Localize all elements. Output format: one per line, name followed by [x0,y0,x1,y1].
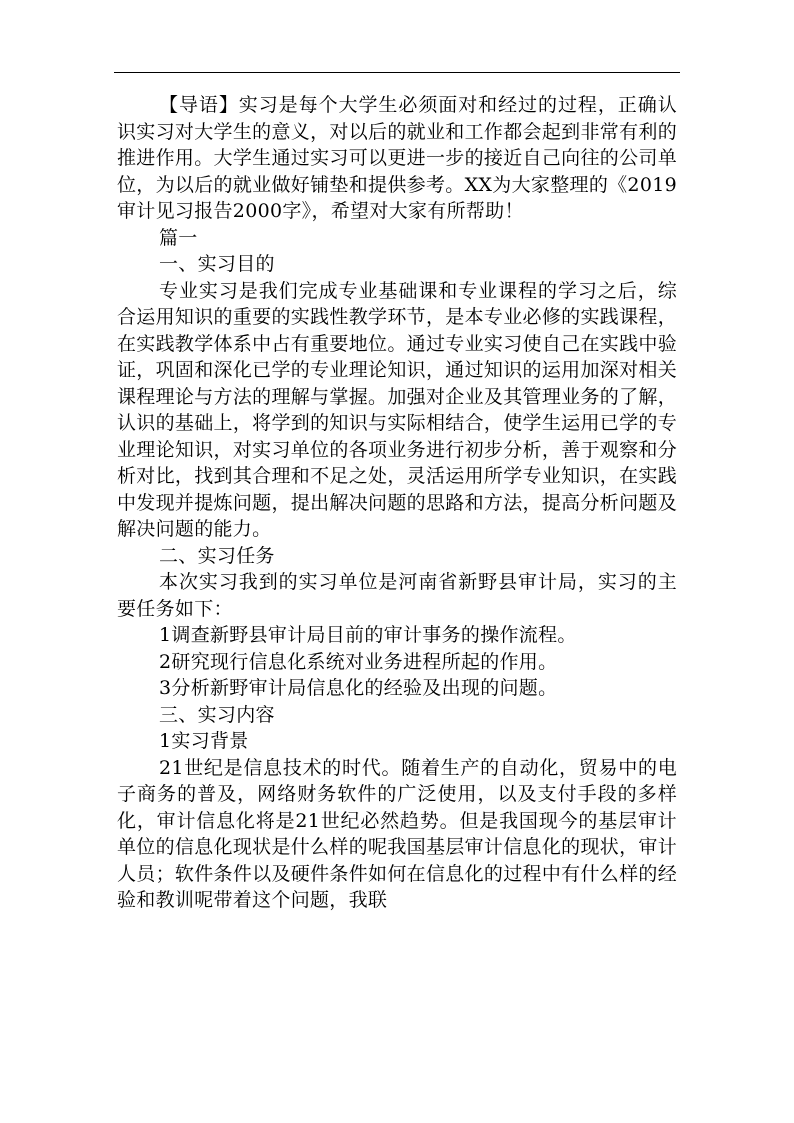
task-item-2: 2研究现行信息化系统对业务进程所起的作用。 [159,650,558,673]
purpose-paragraph: 专业实习是我们完成专业基础课和专业课程的学习之后，综合运用知识的重要的实践性教学环节，是本专业必修的实践课程，在实践教学体系中占有重要地位。通过专业实习使自己在实践中验证，巩固和深化已学的专业理论知识，通过知识的运用加深对相关课程理论与方法的理解与掌握。加强对企业及其管理业务的了解，认识的基础上，将学到的知识与实际相结合，使学生运用已学的专业理论知识，对实习单位的各项业务进行初步分析，善于观察和分析对比，找到其合理和不足之处，灵活运用所学专业知识，在实践中发现并提炼问题，提出解决问题的思路和方法，提高分析问题及解决问题的能力。 [117,279,677,540]
document-body [117,92,677,914]
tasks-paragraph: 本次实习我到的实习单位是河南省新野县审计局，实习的主要任务如下： [117,571,677,620]
part-title: 篇一 [159,226,198,249]
header-rule [114,72,680,73]
section-heading-tasks: 二、实习任务 [159,544,275,567]
background-paragraph: 21世纪是信息技术的时代。随着生产的自动化，贸易中的电子商务的普及，网络财务软件的广泛使用，以及支付手段的多样化，审计信息化将是21世纪必然趋势。但是我国现今的基层审计单位的信息化现状是什么样的呢我国基层审计信息化的现状，审计人员；软件条件以及硬件条件如何在信息化的过程中有什么样的经验和教训呢带着这个问题，我联 [117,756,677,911]
task-item-3: 3分析新野审计局信息化的经验及出现的问题。 [159,677,558,699]
task-item-1: 1调查新野县审计局目前的审计事务的操作流程。 [159,624,577,646]
subsection-heading-background: 1实习背景 [159,730,249,752]
section-heading-content: 三、实习内容 [159,703,275,726]
intro-paragraph: 【导语】实习是每个大学生必须面对和经过的过程，正确认识实习对大学生的意义，对以后的就业和工作都会起到非常有利的推进作用。大学生通过实习可以更进一步的接近自己向往的公司单位，为以后的就业做好铺垫和提供参考。XX为大家整理的《2019审计见习报告2000字》，希望对大家有所帮助！ [117,94,677,222]
section-heading-purpose: 一、实习目的 [159,253,275,275]
